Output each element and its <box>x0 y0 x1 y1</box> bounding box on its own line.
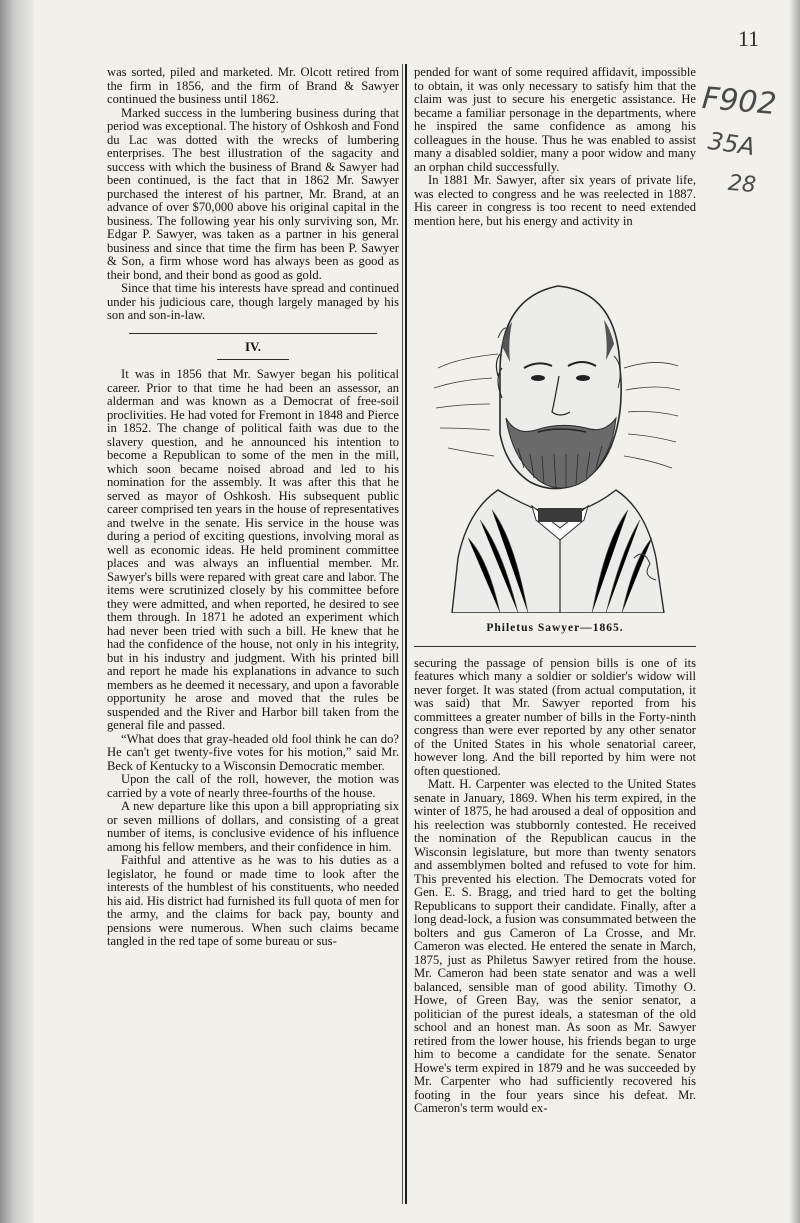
paragraph: Matt. H. Carpenter was elected to the United States senate in January, 1869. When his term expired, in the winter of 1875, he had aroused a deal of opposition and his reelection was stubbornly contested. He received the nomination of the Republican caucus in the Wisconsin legislature, but more than twenty senators and assemblymen bolted and refused to vote for him. This prevented his election. The Democrats voted for Gen. E. S. Bragg, and tried hard to get the bolting Republicans to support their candidate. Finally, after a long dead-lock, a fusion was consummated between the bolters and gus Cameron of La Crosse, and Mr. Cameron was elected. He entered the senate in March, 1875, just as Philetus Sawyer retired from the house. Mr. Cameron had been state senator and was a well balanced, sensible man of good ability. Timothy O. Howe, of Green Bay, was the senior senator, a politician of the purest ideals, a statesman of the old school and an honest man. As soon as Mr. Sawyer retired from the lower house, his friends began to urge him to become a candidate for the senate. Senator Howe's term expired in 1879 and he was succeeded by Mr. Carpenter who had sufficiently recovered his footing in the four years since his defeat. Mr. Cameron's term would ex- <box>414 777 696 1115</box>
paragraph: securing the passage of pension bills is one of its features which many a soldier or soldier's widow will never forget. It was stated (from actual computation, it was said) that Mr. Sawyer reported from his committees a greater number of bills in the Forty-ninth congress than were ever reported by any other senator of the United States in his whole senatorial career, however long. And the bill reported by him were not often questioned. <box>414 655 696 778</box>
margin-note-number: 28 <box>726 170 758 199</box>
left-column <box>107 66 399 949</box>
paragraph: In 1881 Mr. Sawyer, after six years of private life, was elected to congress and he was reelected in 1887. His career in congress is too recent to need extended mention here, but his energy and activity in <box>414 173 696 228</box>
column-rule <box>405 64 407 1204</box>
paragraph: pended for want of some required affidavit, impossible to obtain, it was only necessary to satisfy him that the claim was just to secure his energetic assistance. He became a familiar personage in the departments, where he inspired the same confidence as among his colleagues in the house. Thus he was enabled to assist many a disabled soldier, many a poor widow and many an orphan child successfully. <box>414 66 696 174</box>
portrait-caption: Philetus Sawyer—1865. <box>414 622 696 647</box>
right-column-top-text <box>414 66 696 252</box>
margin-note-catalog: F902 <box>700 80 778 123</box>
paragraph: “What does that gray-headed old fool think he can do? He can't get twenty-five votes for his motion,” said Mr. Beck of Kentucky to a Wisconsin Democratic member. <box>107 731 399 773</box>
paragraph: Upon the call of the roll, however, the motion was carried by a vote of nearly three-fourths of the house. <box>107 772 399 800</box>
scan-shadow-left <box>0 0 34 1223</box>
margin-note-box: 35A <box>706 126 757 162</box>
paragraph: Faithful and attentive as he was to his duties as a legislator, he found or made time to look after the interests of the humblest of his constituents, who needed his aid. His district had furnished its full quota of men for the army, and the claims for back pay, bounty and pensions were numerous. When such claims became tangled in the red tape of some bureau or sus- <box>107 853 399 948</box>
portrait-engraving <box>414 258 696 618</box>
page-number: 11 <box>738 26 760 51</box>
paragraph: was sorted, piled and marketed. Mr. Olcott retired from the firm in 1856, and the firm of Brand & Sawyer continued the business until 1862. <box>107 65 399 106</box>
paragraph: It was in 1856 that Mr. Sawyer began his political career. Prior to that time he had been an assessor, an alderman and was known as a Democrat of free-soil proclivities. He had voted for Fremont in 1848 and Pierce in 1852. The change of political faith was due to the slavery question, and he announced his intention to become a Republican to some of the men in the mill, which soon became noised abroad and led to his nomination for the assembly. It was after this that he served as mayor of Oshkosh. His subsequent public career comprised ten years in the house of representatives and twelve in the senate. His service in the house was during a period of exciting questions, involving moral as well as economic ideas. He held prominent committee places and was always an influential member. Mr. Sawyer's bills were repared with great care and labor. The items were scrutinized closely by his committee before they were admitted, and when reported, he desired to see them through. In 1871 he adoted an experiment which had never been tried with such a bill. He knew that he had the confidence of the house, not only in his integrity, but in his industry and judgment. With his printed bill and report he made his explanations in advance to such members as he deemed it necessary, and upon a favorable opportunity he arose and moved that the rules be suspended and the River and Harbor bill taken from the general file and passed. <box>107 367 399 732</box>
portrait-illustration <box>428 258 686 613</box>
scan-shadow-right <box>790 0 800 1223</box>
section-heading: IV. <box>107 333 399 361</box>
paragraph: A new departure like this upon a bill appropriating six or seven millions of dollars, and consisting of a great number of items, is conclusive evidence of his influence among his fellow members, and their confidence in him. <box>107 799 399 854</box>
paragraph: Since that time his interests have spread and continued under his judicious care, though largely managed by his son and son-in-law. <box>107 281 399 322</box>
paragraph: Marked success in the lumbering business during that period was exceptional. The history of Oshkosh and Fond du Lac was dotted with the wrecks of lumbering enterprises. The best illustration of the sagacity and success with which the business of Brand & Sawyer had been continued, is the fact that in 1862 Mr. Sawyer purchased the interest of his partner, Mr. Brand, at an advance of over $70,000 above his original capital in the business. The following year his only surviving son, Mr. Edgar P. Sawyer, was taken as a partner in his general business and since that time the firm has been P. Sawyer & Son, a firm whose word has always been as good as their bond, and their bond as good as gold. <box>107 105 399 282</box>
column-rule-thin <box>402 64 403 1204</box>
right-column <box>414 66 696 1116</box>
